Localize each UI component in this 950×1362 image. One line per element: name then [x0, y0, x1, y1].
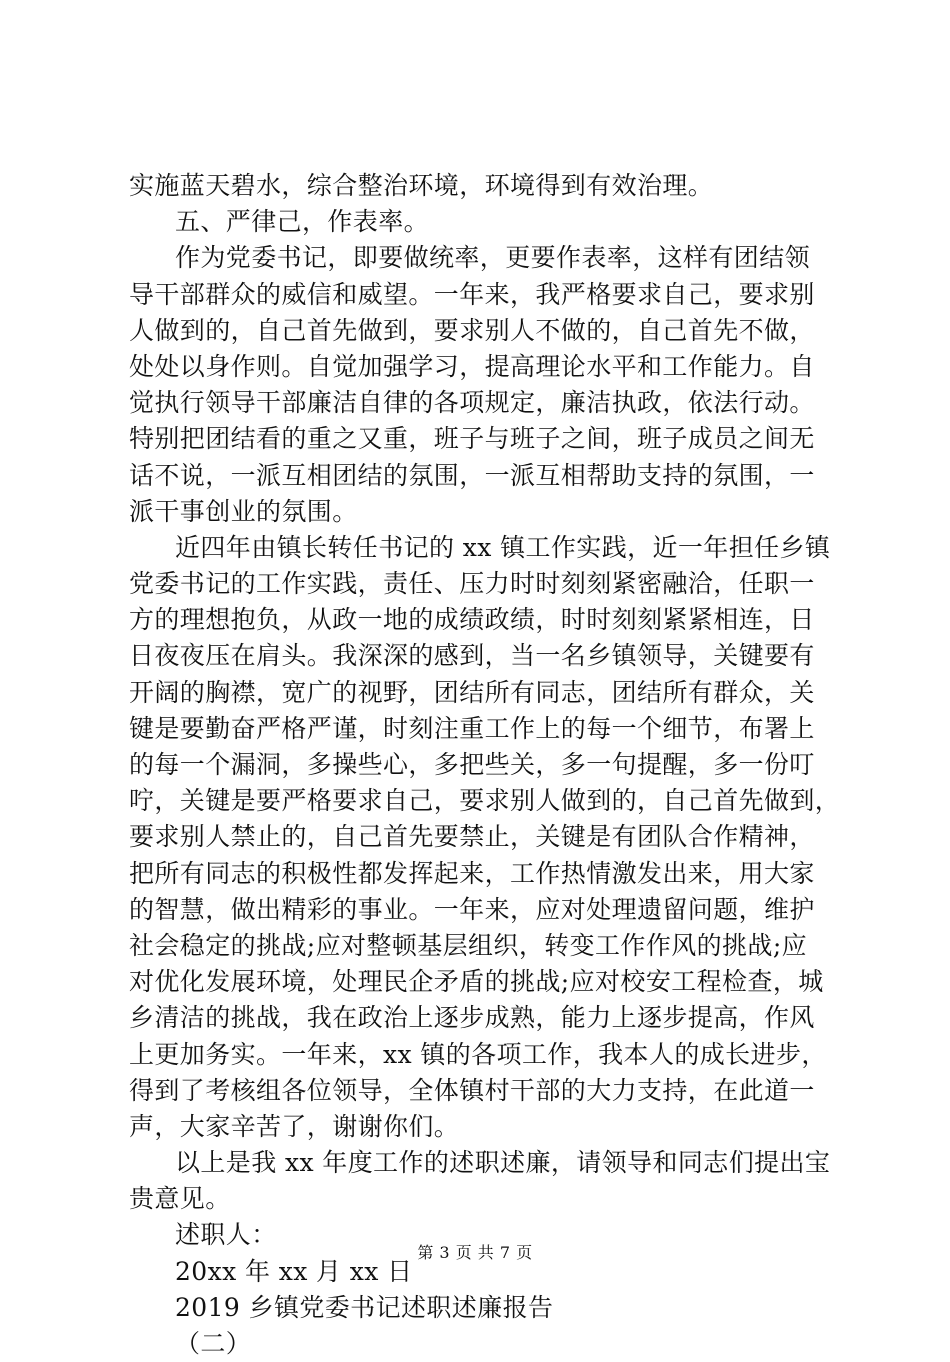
document-body	[129, 168, 839, 1362]
text-line: 乡清洁的挑战，我在政治上逐步成熟，能力上逐步提高，作风	[129, 1003, 815, 1033]
text-line: 上更加务实。一年来，xx 镇的各项工作，我本人的成长进步，	[129, 1039, 827, 1069]
text-line: 五、严律己，作表率。	[175, 207, 430, 237]
page-footer: 第 3 页 共 7 页	[417, 1243, 533, 1262]
text-line: 贵意见。	[129, 1184, 231, 1214]
text-line: 键是要勤奋严格严谨，时刻注重工作上的每一个细节，布署上	[129, 713, 815, 743]
text-line: 述职人：	[175, 1220, 277, 1250]
text-line: 2019 乡镇党委书记述职述廉报告	[175, 1292, 554, 1322]
text-line: 方的理想抱负，从政一地的成绩政绩，时时刻刻紧紧相连，日	[129, 605, 815, 635]
text-line: 派干事创业的氛围。	[129, 496, 358, 526]
text-line: 对优化发展环境，处理民企矛盾的挑战;应对校安工程检查，城	[129, 967, 824, 997]
text-line: 话不说，一派互相团结的氛围，一派互相帮助支持的氛围，一	[129, 460, 815, 490]
text-line: 的每一个漏洞，多操些心，多把些关，多一句提醒，多一份叮	[129, 750, 815, 779]
text-line: 日夜夜压在肩头。我深深的感到，当一名乡镇领导，关键要有	[129, 641, 815, 671]
text-line: 人做到的，自己首先做到，要求别人不做的，自己首先不做，	[129, 315, 815, 345]
text-line: 声，大家辛苦了，谢谢你们。	[129, 1111, 460, 1141]
text-line: 实施蓝天碧水，综合整治环境，环境得到有效治理。	[129, 171, 714, 200]
text-line: 导干部群众的威信和威望。一年来，我严格要求自己，要求别	[129, 279, 815, 309]
text-line: 得到了考核组各位领导，全体镇村干部的大力支持，在此道一	[129, 1075, 815, 1105]
text-line: 党委书记的工作实践，责任、压力时时刻刻紧密融洽，任职一	[129, 569, 815, 599]
text-line: 咛，关键是要严格要求自己，要求别人做到的，自己首先做到，	[129, 786, 841, 816]
text-line: 开阔的胸襟，宽广的视野，团结所有同志，团结所有群众，关	[129, 677, 815, 707]
text-line: 特别把团结看的重之又重，班子与班子之间，班子成员之间无	[129, 424, 815, 454]
text-line: 20xx 年 xx 月 xx 日	[175, 1256, 413, 1286]
text-line: 要求别人禁止的，自己首先要禁止，关键是有团队合作精神，	[129, 822, 815, 852]
text-line: 社会稳定的挑战;应对整顿基层组织，转变工作作风的挑战;应	[129, 930, 808, 960]
text-line: 觉执行领导干部廉洁自律的各项规定，廉洁执政，依法行动。	[129, 388, 815, 418]
text-line: 以上是我 xx 年度工作的述职述廉，请领导和同志们提出宝	[175, 1148, 831, 1178]
text-line: 把所有同志的积极性都发挥起来，工作热情激发出来，用大家	[129, 858, 815, 888]
text-line: 的智慧，做出精彩的事业。一年来，应对处理遗留问题，维护	[129, 894, 815, 924]
text-line: 近四年由镇长转任书记的 xx 镇工作实践，近一年担任乡镇	[175, 532, 831, 562]
text-line: （二）	[175, 1329, 252, 1358]
text-line: 处处以身作则。自觉加强学习，提高理论水平和工作能力。自	[129, 351, 815, 381]
text-line: 作为党委书记，即要做统率，更要作表率，这样有团结领	[175, 243, 811, 273]
